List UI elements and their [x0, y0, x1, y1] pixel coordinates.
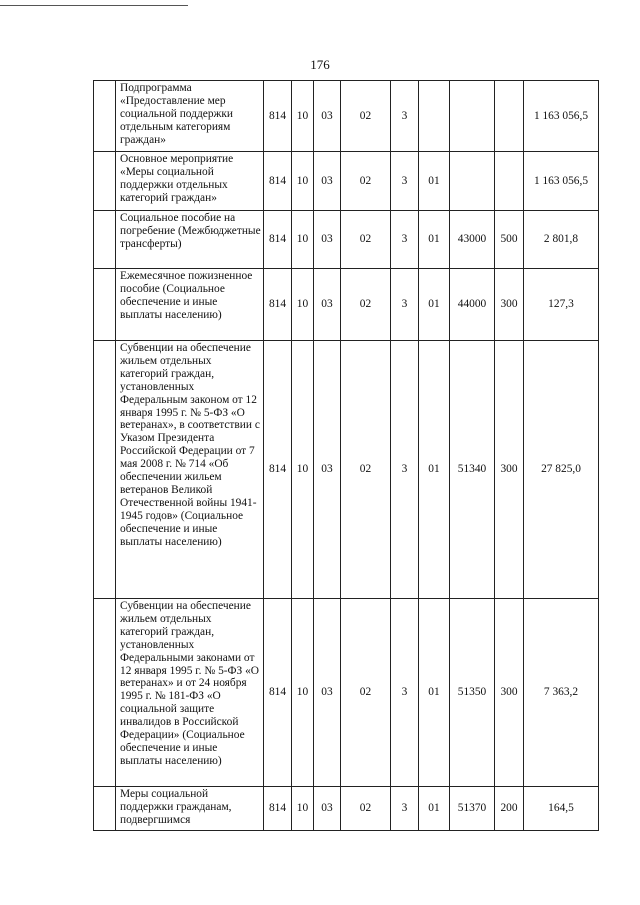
program-code: 02	[341, 152, 391, 211]
top-rule	[0, 5, 188, 6]
section-code: 10	[292, 787, 314, 831]
ministry-code: 814	[264, 787, 292, 831]
row-name: Социальное пособие на погребение (Межбюджетные трансферты)	[116, 211, 264, 269]
event-code: 01	[419, 269, 450, 341]
sum-cell: 1 163 056,5	[524, 81, 599, 152]
expense-type-code: 200	[495, 787, 524, 831]
subsection-code: 03	[314, 81, 341, 152]
row-name: Субвенции на обеспечение жильем отдельных категорий граждан, установленных Федеральными законами от 12 января 1995 г. № 5-ФЗ «О ветеранах» и от 24 ноября 1995 г. № 181-ФЗ «О социальной защите инвалидов в Российской Федерации» (Социальное обеспечение и иные выплаты населению)	[116, 599, 264, 787]
event-code: 01	[419, 152, 450, 211]
section-code: 10	[292, 152, 314, 211]
ministry-code: 814	[264, 152, 292, 211]
margin-cell	[94, 81, 116, 152]
row-name: Основное мероприятие «Меры социальной поддержки отдельных категорий граждан»	[116, 152, 264, 211]
subprogram-code: 3	[391, 269, 419, 341]
table-row	[94, 211, 599, 269]
program-code: 02	[341, 211, 391, 269]
event-code: 01	[419, 341, 450, 599]
ministry-code: 814	[264, 599, 292, 787]
section-code: 10	[292, 341, 314, 599]
ministry-code: 814	[264, 341, 292, 599]
row-name: Меры социальной поддержки гражданам, подвергшимся	[116, 787, 264, 831]
event-code: 01	[419, 787, 450, 831]
margin-cell	[94, 341, 116, 599]
subprogram-code: 3	[391, 211, 419, 269]
subprogram-code: 3	[391, 341, 419, 599]
sum-cell: 1 163 056,5	[524, 152, 599, 211]
subsection-code: 03	[314, 211, 341, 269]
direction-code	[450, 152, 495, 211]
direction-code: 44000	[450, 269, 495, 341]
ministry-code: 814	[264, 81, 292, 152]
page-number: 176	[310, 57, 330, 72]
subsection-code: 03	[314, 787, 341, 831]
program-code: 02	[341, 269, 391, 341]
subprogram-code: 3	[391, 152, 419, 211]
margin-cell	[94, 787, 116, 831]
direction-code: 51340	[450, 341, 495, 599]
subsection-code: 03	[314, 269, 341, 341]
expense-type-code	[495, 152, 524, 211]
event-code	[419, 81, 450, 152]
margin-cell	[94, 211, 116, 269]
expense-type-code: 500	[495, 211, 524, 269]
direction-code: 51350	[450, 599, 495, 787]
subprogram-code: 3	[391, 599, 419, 787]
table-row	[94, 81, 599, 152]
table-row	[94, 341, 599, 599]
expense-type-code	[495, 81, 524, 152]
ministry-code: 814	[264, 269, 292, 341]
row-name: Подпрограмма «Предоставление мер социальной поддержки отдельным категориям граждан»	[116, 81, 264, 152]
margin-cell	[94, 152, 116, 211]
sum-cell: 127,3	[524, 269, 599, 341]
direction-code	[450, 81, 495, 152]
expense-type-code: 300	[495, 269, 524, 341]
table-row	[94, 269, 599, 341]
sum-cell: 2 801,8	[524, 211, 599, 269]
program-code: 02	[341, 599, 391, 787]
subprogram-code: 3	[391, 787, 419, 831]
margin-cell	[94, 269, 116, 341]
sum-cell: 7 363,2	[524, 599, 599, 787]
sum-cell: 27 825,0	[524, 341, 599, 599]
ministry-code: 814	[264, 211, 292, 269]
direction-code: 43000	[450, 211, 495, 269]
subsection-code: 03	[314, 152, 341, 211]
section-code: 10	[292, 599, 314, 787]
row-name: Субвенции на обеспечение жильем отдельных категорий граждан, установленных Федеральным законом от 12 января 1995 г. № 5-ФЗ «О ветеранах», в соответствии с Указом Президента Российской Федерации от 7 мая 2008 г. № 714 «Об обеспечении жильем ветеранов Великой Отечественной войны 1941-1945 годов» (Социальное обеспечение и иные выплаты населению)	[116, 341, 264, 599]
section-code: 10	[292, 211, 314, 269]
table-row	[94, 152, 599, 211]
section-code: 10	[292, 81, 314, 152]
section-code: 10	[292, 269, 314, 341]
expense-type-code: 300	[495, 599, 524, 787]
event-code: 01	[419, 211, 450, 269]
subsection-code: 03	[314, 341, 341, 599]
table-row	[94, 787, 599, 831]
budget-table	[93, 80, 599, 831]
expense-type-code: 300	[495, 341, 524, 599]
margin-cell	[94, 599, 116, 787]
row-name: Ежемесячное пожизненное пособие (Социальное обеспечение и иные выплаты населению)	[116, 269, 264, 341]
program-code: 02	[341, 787, 391, 831]
subprogram-code: 3	[391, 81, 419, 152]
direction-code: 51370	[450, 787, 495, 831]
program-code: 02	[341, 341, 391, 599]
program-code: 02	[341, 81, 391, 152]
event-code: 01	[419, 599, 450, 787]
sum-cell: 164,5	[524, 787, 599, 831]
subsection-code: 03	[314, 599, 341, 787]
table-row	[94, 599, 599, 787]
